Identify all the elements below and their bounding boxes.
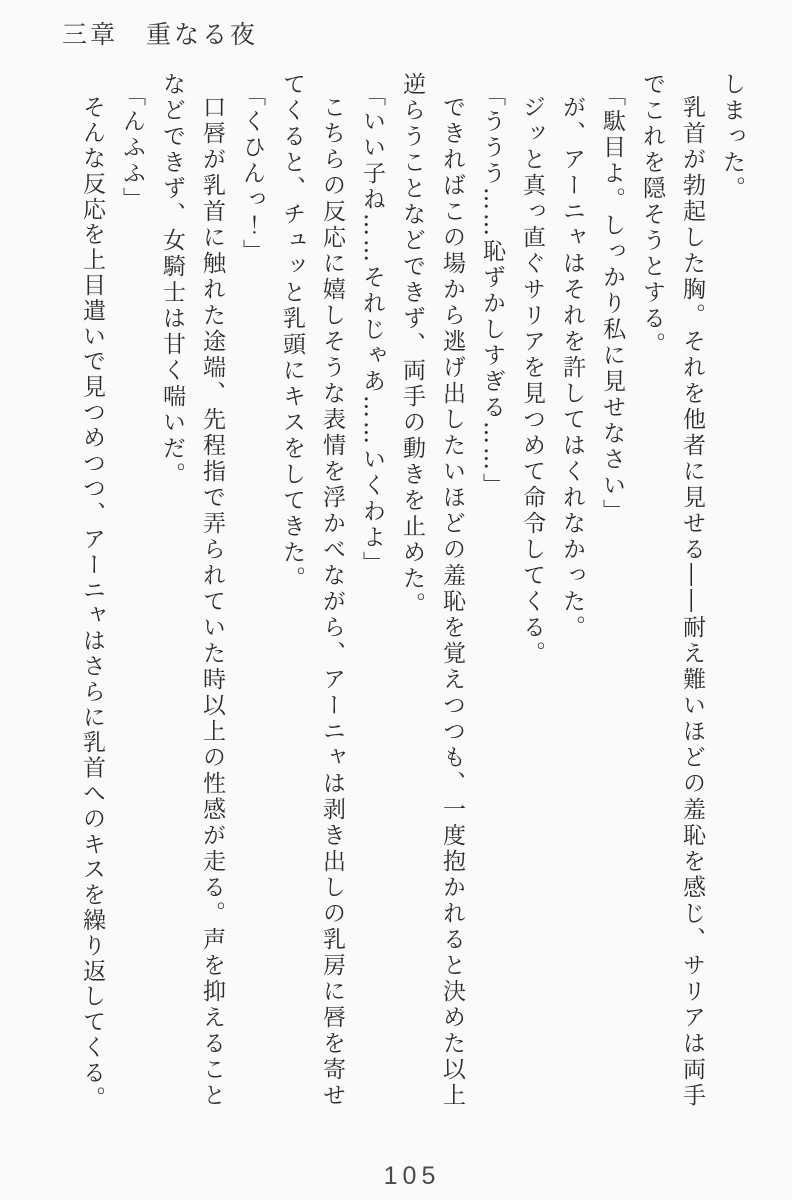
paragraph: できればこの場から逃げ出したいほどの羞恥を覚えつつも、一度抱かれると決めた以上逆らうことなどできず、両手の動きを止めた。 xyxy=(399,72,465,1109)
paragraph: ジッと真っ直ぐサリアを見つめて命令してくる。 xyxy=(519,95,545,667)
paragraph-dialogue: 「ううう……恥ずかしすぎる……」 xyxy=(479,83,505,499)
page-number: 105 xyxy=(383,1162,441,1190)
paragraph: が、アーニャはそれを許してはくれなかった。 xyxy=(559,95,585,641)
body-text xyxy=(72,72,752,1124)
paragraph-dialogue: 「くひんっ！」 xyxy=(239,83,265,265)
paragraph-dialogue: 「駄目よ。しっかり私に見せなさい」 xyxy=(599,83,625,525)
chapter-header: 三章 重なる夜 xyxy=(62,20,259,49)
paragraph: 乳首が勃起した胸。それを他者に見せる――耐え難いほどの羞恥を感じ、サリアは両手でこれを隠そうとする。 xyxy=(639,72,705,1109)
paragraph: 口唇が乳首に触れた途端、先程指で弄られていた時以上の性感が走る。声を抑えることなどできず、女騎士は甘く喘いだ。 xyxy=(159,72,225,1109)
paragraph: そんな反応を上目遣いで見つめつつ、アーニャはさらに乳首へのキスを繰り返してくる。 xyxy=(79,95,105,1111)
paragraph-dialogue: 「んふふ」 xyxy=(119,83,145,213)
paragraph: しまった。 xyxy=(719,72,745,202)
paragraph: こちらの反応に嬉しそうな表情を浮かべながら、アーニャは剥き出しの乳房に唇を寄せてくると、チュッと乳頭にキスをしてきた。 xyxy=(279,72,345,1109)
paragraph-dialogue: 「いい子ね……それじゃあ……いくわよ」 xyxy=(359,83,385,577)
